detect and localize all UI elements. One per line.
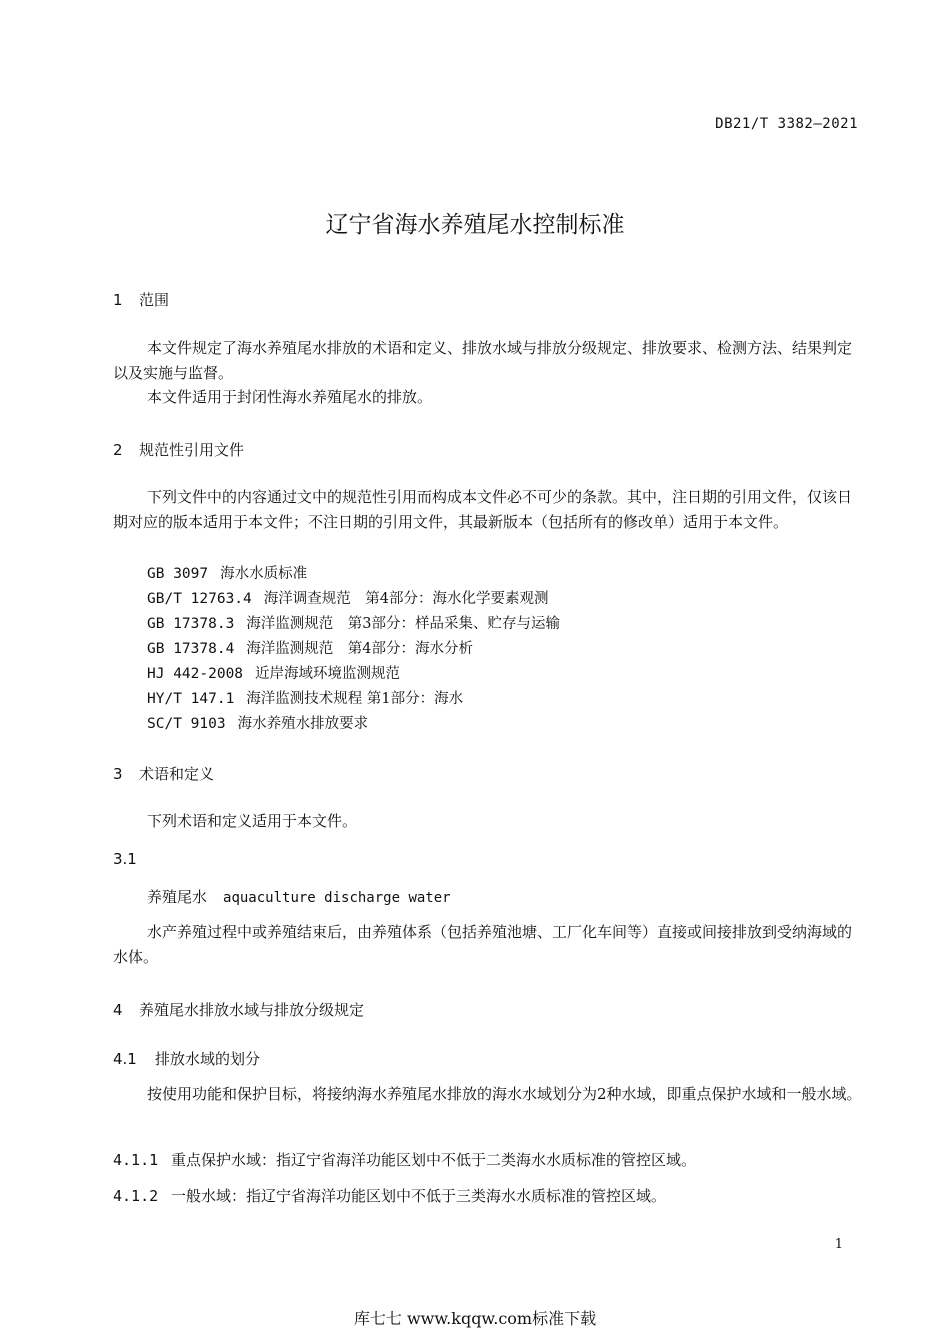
- subsection-heading-4-1: [113, 1048, 260, 1069]
- reference-item: [147, 687, 463, 708]
- term-chinese: 养殖尾水: [147, 888, 208, 906]
- subsection-number: 4.1: [113, 1050, 137, 1068]
- reference-code: HY/T 147.1: [147, 691, 235, 707]
- reference-name: 海洋监测规范 第3部分：样品采集、贮存与运输: [246, 616, 561, 632]
- reference-name: 海水养殖水排放要求: [237, 716, 369, 732]
- section-number: 3: [113, 765, 123, 783]
- paragraph: 下列术语和定义适用于本文件。: [147, 812, 358, 830]
- reference-name: 近岸海域环境监测规范: [255, 666, 401, 682]
- reference-code: GB 3097: [147, 566, 209, 582]
- clause-number: 4.1.2: [113, 1187, 159, 1205]
- standard-code: DB21/T 3382—2021: [715, 116, 858, 132]
- reference-code: GB 17378.4: [147, 641, 235, 657]
- clause-4-1-1: [113, 1149, 696, 1170]
- subsection-title: 排放水域的划分: [155, 1050, 261, 1068]
- reference-item: [147, 562, 307, 583]
- reference-name: 海洋监测规范 第4部分：海水分析: [246, 641, 474, 657]
- reference-name: 海水水质标准: [220, 566, 308, 582]
- reference-code: GB/T 12763.4: [147, 591, 252, 607]
- reference-item: [147, 662, 400, 683]
- section-heading-1: [113, 289, 169, 310]
- term-entry: [147, 886, 451, 907]
- section-title: 养殖尾水排放水域与排放分级规定: [139, 1001, 365, 1019]
- reference-code: SC/T 9103: [147, 716, 226, 732]
- section-number: 2: [113, 441, 123, 459]
- section-title: 规范性引用文件: [139, 441, 245, 459]
- term-definition: 水产养殖过程中或养殖结束后，由养殖体系（包括养殖池塘、工厂化车间等）直接或间接排放到受纳海域的水体。: [113, 923, 853, 966]
- paragraph: 按使用功能和保护目标，将接纳海水养殖尾水排放的海水水域划分为2种水域，即重点保护水域和一般水域。: [147, 1085, 862, 1103]
- document-title: 辽宁省海水养殖尾水控制标准: [325, 212, 625, 238]
- reference-item: [147, 587, 549, 608]
- section-title: 术语和定义: [139, 765, 215, 783]
- paragraph: 本文件适用于封闭性海水养殖尾水的排放。: [147, 388, 433, 406]
- reference-name: 海洋监测技术规程 第1部分：海水: [246, 691, 464, 707]
- reference-item: [147, 712, 368, 733]
- reference-item: [147, 612, 560, 633]
- section-number: 1: [113, 291, 123, 309]
- reference-code: HJ 442-2008: [147, 666, 244, 682]
- reference-name: 海洋调查规范 第4部分：海水化学要素观测: [263, 591, 549, 607]
- paragraph: 下列文件中的内容通过文中的规范性引用而构成本文件必不可少的条款。其中，注日期的引用文件，仅该日期对应的版本适用于本文件；不注日期的引用文件，其最新版本（包括所有的修改单）适用于本文件。: [113, 488, 853, 531]
- section-title: 范围: [139, 291, 170, 309]
- clause-text: 重点保护水域：指辽宁省海洋功能区划中不低于二类海水水质标准的管控区域。: [171, 1151, 697, 1169]
- clause-number: 4.1.1: [113, 1151, 159, 1169]
- reference-item: [147, 637, 473, 658]
- reference-code: GB 17378.3: [147, 616, 235, 632]
- footer-watermark: 库七七 www.kqqw.com标准下载: [353, 1309, 597, 1328]
- clause-4-1-2: [113, 1185, 666, 1206]
- clause-text: 一般水域：指辽宁省海洋功能区划中不低于三类海水水质标准的管控区域。: [171, 1187, 667, 1205]
- section-heading-2: [113, 439, 244, 460]
- term-english: aquaculture discharge water: [223, 890, 451, 906]
- paragraph: 本文件规定了海水养殖尾水排放的术语和定义、排放水域与排放分级规定、排放要求、检测方法、结果判定以及实施与监督。: [113, 339, 853, 382]
- section-number: 4: [113, 1001, 123, 1019]
- section-heading-3: [113, 763, 214, 784]
- page-number: 1: [834, 1237, 843, 1252]
- term-number: 3.1: [113, 850, 137, 868]
- section-heading-4: [113, 999, 364, 1020]
